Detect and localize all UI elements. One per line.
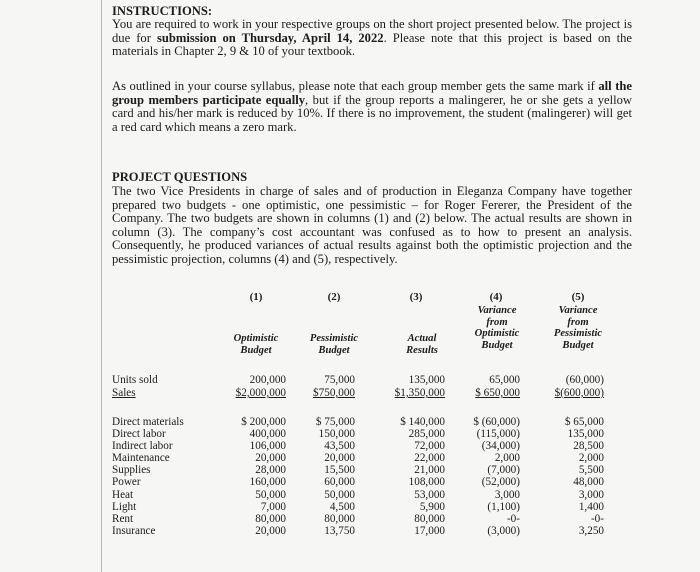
cost-cell-variance-pessimistic: 2,000 xyxy=(578,452,604,465)
column-header-text: Budget xyxy=(562,339,594,351)
cost-actual-column xyxy=(380,416,445,537)
project-questions-heading: PROJECT QUESTIONS xyxy=(112,170,248,184)
cost-cell-optimistic: 106,000 xyxy=(249,440,286,453)
cost-cell-pessimistic: 20,000 xyxy=(324,452,355,465)
column-header-text: Pessimistic xyxy=(309,333,359,344)
cost-cell-variance-pessimistic: -0- xyxy=(590,512,604,525)
cost-row-label: Supplies xyxy=(112,464,151,477)
column-header-text: Variance xyxy=(558,305,598,316)
cost-cell-optimistic: 50,000 xyxy=(255,488,286,501)
cost-cell-variance-pessimistic: 5,500 xyxy=(578,464,604,477)
cost-cell-variance-optimistic: (52,000) xyxy=(481,476,520,489)
cost-cell-variance-pessimistic: 1,400 xyxy=(578,500,604,513)
column-number-3: (3) xyxy=(409,291,423,303)
cost-cell-actual: 53,000 xyxy=(414,488,445,501)
cost-cell-variance-optimistic: -0- xyxy=(506,512,520,525)
cost-row-label: Direct materials xyxy=(112,416,184,428)
cost-cell-optimistic: 20,000 xyxy=(255,452,286,465)
column-header-variance-optimistic xyxy=(462,305,532,351)
column-header-actual-results xyxy=(394,333,450,356)
cost-variance-pessimistic-column xyxy=(540,416,604,537)
project-questions-paragraph: The two Vice Presidents in charge of sales and of production in Eleganza Company have together prepared two budgets - one optimistic, one pessimistic – for Roger Fererer, the President of the Company. The two budgets are shown in columns (1) and (2) below. The actual results are shown in column (3). The company’s cost accountant was confused as to how to present an analysis. Consequently, he produced variances of actual results against both the optimistic projection and the pessimistic projection, columns (4) and (5), respectively. xyxy=(112,184,632,266)
cost-row-label: Indirect labor xyxy=(112,440,173,453)
cost-pessimistic-column xyxy=(290,416,355,537)
sales-variance-optimistic: $ 650,000 xyxy=(475,387,520,399)
cost-cell-optimistic: 400,000 xyxy=(249,428,286,441)
cost-cell-variance-pessimistic: 135,000 xyxy=(567,428,604,441)
cost-labels-column xyxy=(112,416,212,537)
cost-cell-pessimistic: 15,500 xyxy=(324,464,355,477)
instructions-p1-bold: submission on Thursday, April 14, 2022 xyxy=(156,30,384,45)
cost-cell-optimistic: 7,000 xyxy=(260,500,286,513)
instructions-p2-bold: all the group members participate equally xyxy=(112,79,632,107)
column-number-1: (1) xyxy=(249,291,263,303)
units-sold-pessimistic: 75,000 xyxy=(324,374,355,386)
cost-cell-actual: 5,900 xyxy=(419,500,445,513)
cost-cell-variance-pessimistic: 48,000 xyxy=(573,476,604,489)
cost-cell-variance-pessimistic: 28,500 xyxy=(573,440,604,453)
page-left-border xyxy=(101,0,102,572)
cost-cell-optimistic: 28,000 xyxy=(255,464,286,477)
cost-row-label: Heat xyxy=(112,488,134,501)
cost-cell-actual: $ 140,000 xyxy=(400,416,445,428)
instructions-heading: INSTRUCTIONS: xyxy=(112,4,213,18)
column-header-variance-pessimistic xyxy=(542,305,614,351)
cost-cell-actual: 108,000 xyxy=(408,476,445,489)
instructions-paragraph-2 xyxy=(112,80,632,134)
column-header-text: Actual xyxy=(407,333,437,344)
column-number-4: (4) xyxy=(489,291,503,303)
column-header-text: from xyxy=(486,316,508,328)
cost-cell-variance-pessimistic: 3,250 xyxy=(578,524,604,537)
cost-cell-optimistic: 20,000 xyxy=(255,524,286,537)
cost-cell-actual: 22,000 xyxy=(414,452,445,465)
column-header-text: Optimistic xyxy=(233,333,279,344)
cost-row-label: Maintenance xyxy=(112,452,170,465)
cost-row-label: Insurance xyxy=(112,524,156,537)
cost-cell-variance-optimistic: (1,100) xyxy=(487,500,520,513)
sales-optimistic: $2,000,000 xyxy=(235,387,286,399)
cost-cell-pessimistic: 50,000 xyxy=(324,488,355,501)
cost-cell-variance-optimistic: 2,000 xyxy=(494,452,520,465)
column-header-text: Budget xyxy=(481,339,513,351)
instructions-paragraph-1 xyxy=(112,18,632,59)
column-header-text: Variance xyxy=(477,305,517,316)
column-header-text: Pessimistic xyxy=(553,328,603,340)
instructions-p2-text-b: , but if the group reports a malingerer, he or she gets a yellow card and his/her mark is reduced by 10%. If there is no improvement, the student (malingerer) will get a red card which means a zero mark. xyxy=(112,92,633,134)
instructions-p2-text-a: As outlined in your course syllabus, please note that each group member gets the same mark if xyxy=(112,79,599,93)
cost-cell-optimistic: 80,000 xyxy=(255,512,286,525)
cost-cell-pessimistic: $ 75,000 xyxy=(315,416,355,428)
column-number-5: (5) xyxy=(571,291,585,303)
sales-actual: $1,350,000 xyxy=(394,387,445,399)
units-sold-variance-optimistic: 65,000 xyxy=(489,374,520,386)
column-header-text: Optimistic xyxy=(474,328,520,340)
cost-cell-pessimistic: 4,500 xyxy=(329,500,355,513)
cost-cell-pessimistic: 150,000 xyxy=(318,428,355,441)
cost-variance-optimistic-column xyxy=(456,416,520,537)
cost-cell-pessimistic: 60,000 xyxy=(324,476,355,489)
cost-cell-variance-pessimistic: $ 65,000 xyxy=(564,416,604,428)
units-sold-actual: 135,000 xyxy=(408,374,445,386)
units-sold-optimistic: 200,000 xyxy=(249,374,286,386)
cost-cell-actual: 80,000 xyxy=(414,512,445,525)
instructions-p1-text-a: You are required to work in your respective groups on the short project presented below. The project is due for xyxy=(112,17,632,45)
cost-cell-actual: 285,000 xyxy=(408,428,445,441)
cost-cell-variance-optimistic: 3,000 xyxy=(494,488,520,501)
cost-cell-pessimistic: 13,750 xyxy=(324,524,355,537)
cost-cell-pessimistic: 43,500 xyxy=(324,440,355,453)
column-number-2: (2) xyxy=(327,291,341,303)
sales-variance-pessimistic: $(600,000) xyxy=(554,387,604,399)
row-label-units-sold: Units sold xyxy=(112,374,158,386)
cost-cell-optimistic: $ 200,000 xyxy=(241,416,286,428)
cost-row-label: Light xyxy=(112,500,137,513)
cost-row-label: Direct labor xyxy=(112,428,166,441)
cost-cell-pessimistic: 80,000 xyxy=(324,512,355,525)
column-header-optimistic-budget xyxy=(218,333,294,356)
units-sold-variance-pessimistic: (60,000) xyxy=(565,374,604,386)
cost-cell-variance-optimistic: (3,000) xyxy=(487,524,520,537)
instructions-p1-text-b: . Please note that this project is based on the materials in Chapter 2, 9 & 10 of your textbook. xyxy=(112,30,632,59)
sales-pessimistic: $750,000 xyxy=(313,387,355,399)
cost-optimistic-column xyxy=(216,416,286,537)
column-header-text: Budget xyxy=(240,344,272,356)
cost-cell-variance-pessimistic: 3,000 xyxy=(578,488,604,501)
cost-cell-variance-optimistic: (115,000) xyxy=(476,428,520,441)
cost-cell-optimistic: 160,000 xyxy=(249,476,286,489)
column-header-text: Results xyxy=(406,344,438,356)
column-header-text: Budget xyxy=(318,344,350,356)
cost-cell-variance-optimistic: (7,000) xyxy=(487,464,520,477)
cost-cell-actual: 17,000 xyxy=(414,524,445,537)
cost-cell-actual: 21,000 xyxy=(414,464,445,477)
column-header-pessimistic-budget xyxy=(296,333,372,356)
cost-row-label: Rent xyxy=(112,512,134,525)
cost-row-label: Power xyxy=(112,476,141,489)
column-header-text: from xyxy=(567,316,589,328)
row-label-sales: Sales xyxy=(112,387,136,399)
cost-cell-variance-optimistic: (34,000) xyxy=(481,440,520,453)
cost-cell-actual: 72,000 xyxy=(414,440,445,453)
cost-cell-variance-optimistic: $ (60,000) xyxy=(473,416,520,428)
